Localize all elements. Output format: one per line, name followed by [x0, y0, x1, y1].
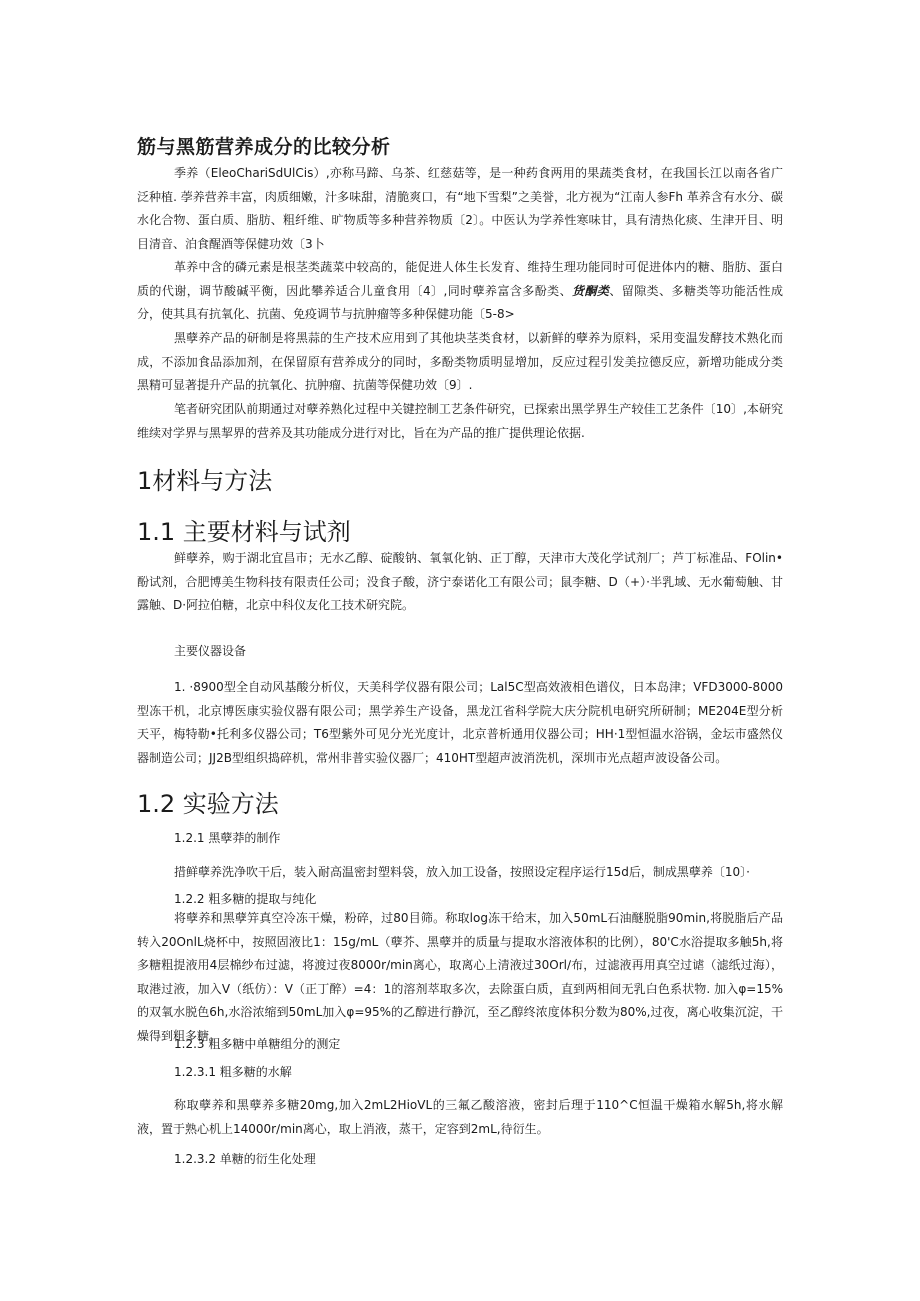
intro-paragraph-3: 黑孽养产品的研制是将黑蒜的生产技术应用到了其他块茎类食材，以新鲜的孽养为原料，采用变温发酵技术熟化而成，不添加食品添加剂，在保留原有营养成分的同时，多酚类物质明显增加，反应过程引发美拉德反应，新增功能成分类黑精可显著提升产品的抗氧化、抗肿瘤、抗菌等保健功效〔9〕. [137, 331, 783, 392]
section-heading-1-1: 1.1 主要材料与试剂 [137, 518, 351, 546]
intro-paragraph-4: 笔者研究团队前期通过对孽养熟化过程中关键控制工艺条件研究，已探索出黑学界生产较佳工艺条件〔10〕,本研究维续对学界与黑挈界的营养及其功能成分进行对比，旨在为产品的推广提供理论依据. [137, 402, 783, 440]
section-heading-1: 1材料与方法 [137, 467, 273, 495]
subsection-heading-1-2-3-1: 1.2.3.1 粗多糖的水解 [174, 1065, 292, 1079]
subsection-heading-1-2-3: 1.2.3 粗多糖中单糖组分的测定 [174, 1037, 341, 1051]
intro-paragraph-2-emphasis: 货酮类 [572, 283, 610, 298]
materials-paragraph: 鲜孽养，购于湖北宜昌市；无水乙醇、碇酸钠、氧氧化钠、正丁醇，天津市大茂化学试剂厂；芦丁标准品、FOlin•酚试剂，合肥博美生物科技有限责任公司；没食子酸，济宁泰诺化工有限公司；鼠李糖、D（+）·半乳域、无水葡萄触、甘露触、D·阿拉伯糖，北京中科仪友化工技术研究院。 [137, 551, 783, 612]
intro-paragraph-1: 季养（EleoChariSdUlCis）,亦称马蹄、乌茶、红慈菇等，是一种药食两用的果蔬类食材，在我国长江以南各省广泛种植. 荸养营养丰富，肉质细嫩，汁多味甜，清脆爽口，有“地下雪梨”之美誉，北方视为“江南人参Fh 革养含有水分、碳水化合物、蛋白质、脂肪、粗纤维、旷物质等多种营养物质〔2〕。中医认为学养性寒味甘，具有清热化痰、生津开目、明目清音、泊食醒酒等保健功效〔3卜 [137, 166, 783, 251]
instruments-label: 主要仪器设备 [174, 644, 247, 658]
section-heading-1-2: 1.2 实验方法 [137, 790, 279, 818]
subsection-1-2-1-paragraph: 措鲜孽养洗净吹干后，装入耐高温密封塑料袋，放入加工设备，按照设定程序运行15d后，制成黑孽养〔10〕· [174, 865, 750, 879]
intro-paragraph-2-text-a: 革养中含的磷元素是根茎类蔬菜中较高的，能促进人体生长发育、维持生理功能同时可促进体内的糖、脂肪、蛋白质的代谢，调节酸碱平衡，因此攀养适合儿童食用〔4〕,同时孽养富含多酚类、 [137, 260, 783, 298]
page-title: 筋与黑筋营养成分的比较分析 [137, 136, 391, 158]
subsection-heading-1-2-2: 1.2.2 粗多糖的提取与纯化 [174, 892, 317, 906]
subsection-1-2-3-1-paragraph: 称取孽养和黑孽养多糖20mg,加入2mL2HioVL的三氟乙酸溶液，密封后理于110^C恒温干燥箱水解5h,将水解液，置于熟心机上14000r∕min离心，取上消液，蒸干，定容到2mL,待衍生。 [137, 1098, 783, 1136]
subsection-1-2-2-paragraph: 将孽养和黑孽笄真空冷冻干燥，粉碎，过80目筛。称取log冻干给末，加入50mL石油醚脱脂90min,将脱脂后产品转入20OnlL烧杯中，按照固液比1：15g∕mL（孽芥、黑孽并的质量与提取水溶液体积的比例），80'C水浴提取多触5h,将多糖粗提液用4层棉纱布过滤，将渡过夜8000r∕min离心，取离心上清液过30Orl∕布，过滤液再用真空过谑（滤纸过海），取港过液，加入V（纸仿）：V（正丁醉）=4：1的溶剂萃取多次，去除蛋白质，直到两相间无乳白色系状物. 加入φ=15%的双氧水脱色6h,水浴浓缩到50mL加入φ=95%的乙醇进行静沉，至乙醇终浓度体积分数为80%,过夜，离心收集沉淀，干燥得到粗多糖。 [137, 911, 783, 1043]
subsection-heading-1-2-3-2: 1.2.3.2 单糖的衍生化处理 [174, 1152, 316, 1166]
intro-paragraph-2 [137, 256, 783, 327]
subsection-heading-1-2-1: 1.2.1 黑孽莽的制作 [174, 831, 281, 845]
instruments-paragraph: 1. ·8900型全自动风基酸分析仪，天美科学仪器有限公司；Lal5C型高效液相色谱仪，日本岛津；VFD3000-8000型冻干机，北京博医康实验仪器有限公司；黑学养生产设备，黑龙江省科学院大庆分院机电研究所研制；ME204E型分析天平，梅特勒•托利多仪器公司；T6型紫外可见分光光度计，北京普析通用仪器公司；HH·1型恒温水浴锅，金坛市盛然仪器制造公司；JJ2B型组织捣碎机，常州非普实验仪器厂；410HT型超声波消洗机，深圳市光点超声波设备公司。 [137, 680, 783, 765]
intro-paragraph-2-text-c: 、留隙类、多糖类等功能活性成分，使其具有抗氧化、抗菌、免疫调节与抗肿瘤等多种保健功能〔5-8> [137, 283, 783, 321]
